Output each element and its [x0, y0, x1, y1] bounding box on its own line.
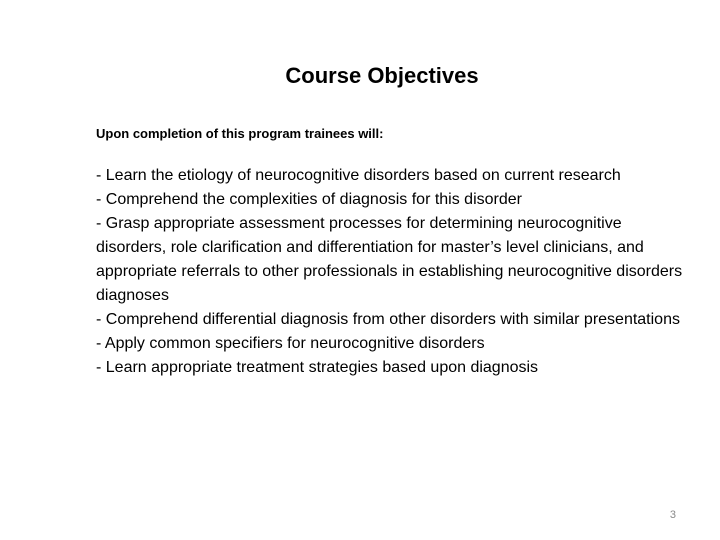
- objective-item: - Apply common specifiers for neurocognitive disorders: [96, 335, 485, 352]
- objectives-list: [96, 164, 696, 380]
- objective-item: - Grasp appropriate assessment processes for determining neurocognitive disorders, role clarification and differentiation for master’s level clinicians, and appropriate referrals to other professionals in establishing neurocognitive disorders diagnoses: [96, 215, 683, 304]
- page-number: 3: [669, 509, 676, 521]
- objective-item: - Learn the etiology of neurocognitive disorders based on current research: [96, 167, 621, 184]
- slide-title: Course Objectives: [285, 63, 479, 88]
- objective-item: - Comprehend the complexities of diagnosis for this disorder: [96, 191, 522, 208]
- objective-item: - Comprehend differential diagnosis from other disorders with similar presentations: [96, 311, 680, 328]
- intro-text: Upon completion of this program trainees will:: [96, 126, 384, 141]
- objective-item: - Learn appropriate treatment strategies based upon diagnosis: [96, 359, 539, 376]
